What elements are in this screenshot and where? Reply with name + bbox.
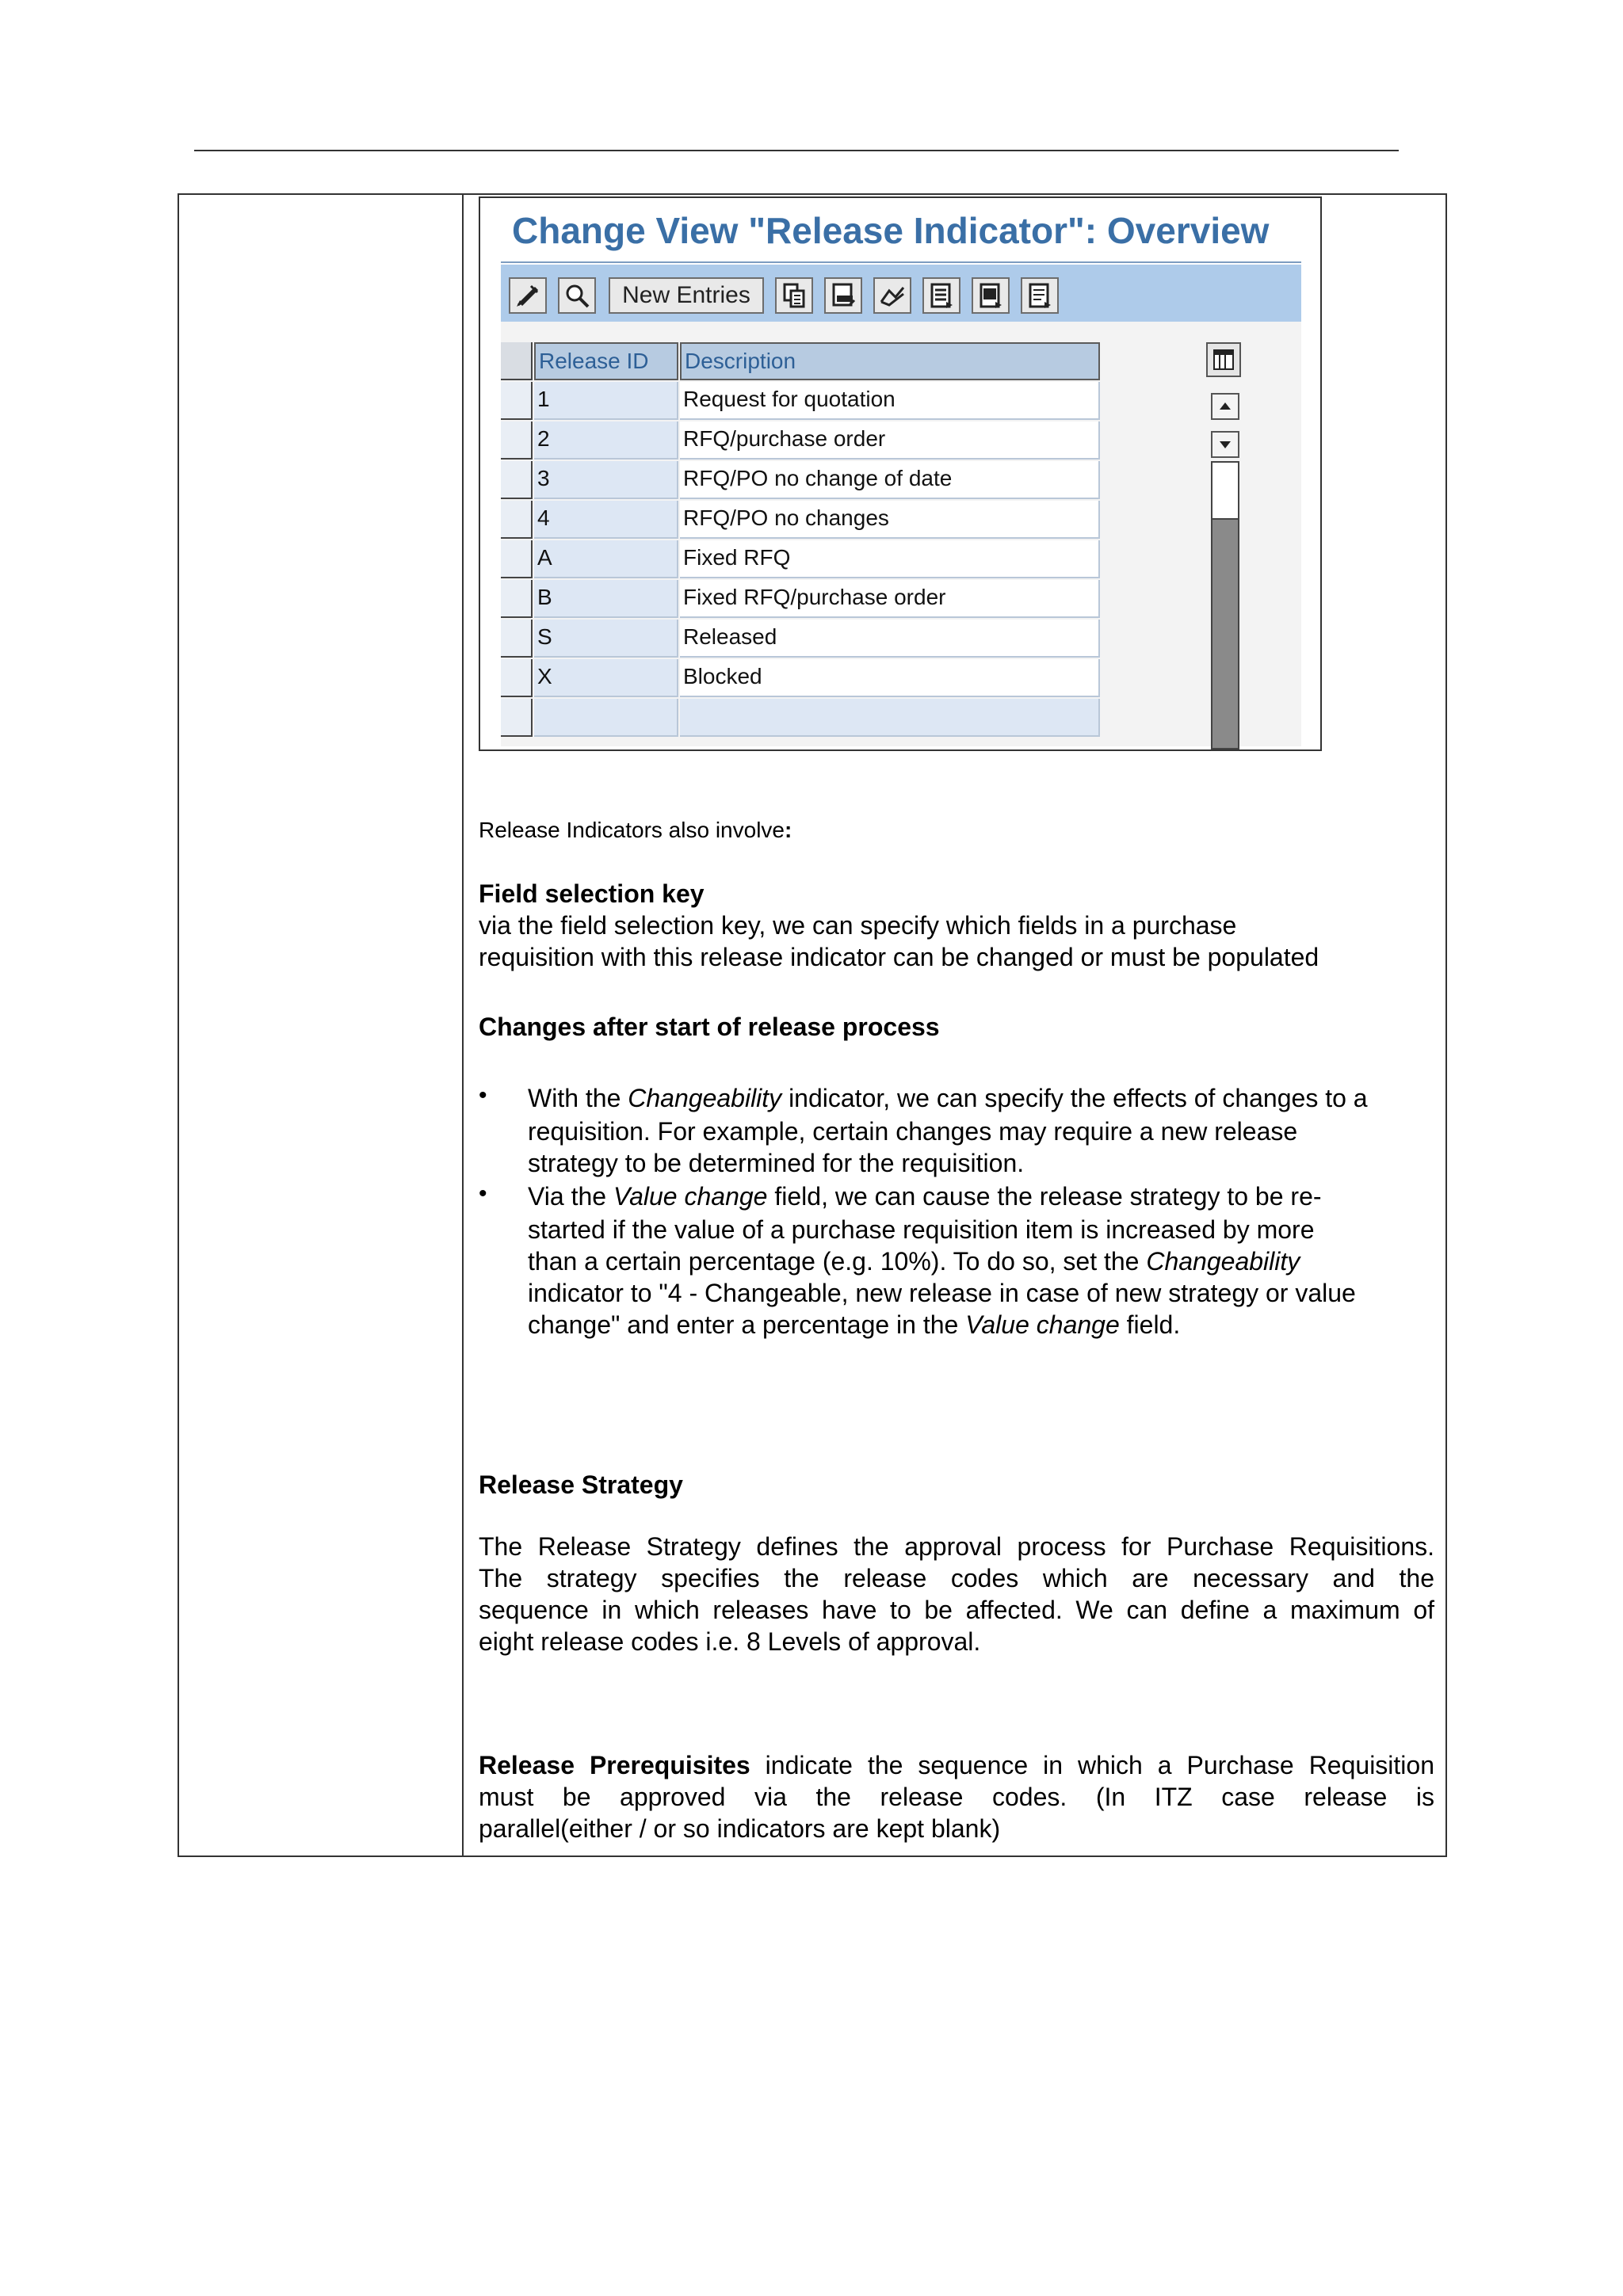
- sap-table-area: [501, 322, 1301, 746]
- display-change-icon[interactable]: [509, 277, 547, 314]
- bullet-2-line-5: [528, 1309, 1180, 1341]
- new-entries-label: New Entries: [622, 282, 750, 308]
- header-select-cell[interactable]: [501, 342, 533, 380]
- description-cell[interactable]: Released: [680, 620, 1100, 658]
- intro-text: [479, 814, 792, 846]
- scroll-up-icon[interactable]: [1211, 393, 1239, 420]
- b1-pre: With the: [528, 1084, 628, 1112]
- bullet-1-marker: •: [479, 1082, 487, 1108]
- release-id-cell[interactable]: 3: [534, 461, 678, 499]
- row-selector[interactable]: [501, 461, 533, 499]
- bullet-1-line-3: strategy to be determined for the requisition.: [528, 1149, 1025, 1177]
- b2-post: field, we can cause the release strategy to be re-: [767, 1182, 1322, 1211]
- strategy-line-1: The Release Strategy defines the approval process for Purchase Requisitions.: [479, 1532, 1434, 1561]
- description-cell[interactable]: RFQ/PO no changes: [680, 501, 1100, 539]
- page-header-rule: [194, 150, 1399, 151]
- delete-icon[interactable]: [824, 277, 862, 314]
- description-cell[interactable]: [680, 699, 1100, 737]
- strategy-line-3: sequence in which releases have to be affected. We can define a maximum of: [479, 1596, 1434, 1624]
- release-id-cell[interactable]: 4: [534, 501, 678, 539]
- table-settings-icon[interactable]: [1206, 342, 1241, 377]
- title-underline: [501, 261, 1301, 263]
- changes-heading: Changes after start of release process: [479, 1013, 940, 1041]
- prereq-line-1: [479, 1749, 1434, 1781]
- column-header-release-id[interactable]: Release ID: [534, 342, 678, 380]
- release-id-cell[interactable]: [534, 699, 678, 737]
- content-cell: [479, 195, 1434, 1855]
- field-selection-line-2: requisition with this release indicator can be changed or must be populated: [479, 943, 1319, 971]
- select-all-icon[interactable]: [922, 277, 960, 314]
- description-cell[interactable]: Blocked: [680, 659, 1100, 697]
- new-entries-button[interactable]: [609, 277, 764, 314]
- field-selection-line-1: via the field selection key, we can specify which fields in a purchase: [479, 911, 1237, 940]
- description-cell[interactable]: Request for quotation: [680, 382, 1100, 420]
- field-selection-heading: Field selection key: [479, 879, 705, 908]
- strategy-line-2: The strategy specifies the release codes which are necessary and the: [479, 1564, 1434, 1592]
- b1-em: Changeability: [628, 1084, 782, 1112]
- prereq-rest: indicate the sequence in which a Purchase Requisition: [750, 1751, 1435, 1779]
- sap-toolbar: [501, 265, 1301, 322]
- row-selector[interactable]: [501, 501, 533, 539]
- b2-l5-em: Value change: [965, 1310, 1120, 1339]
- description-cell[interactable]: RFQ/purchase order: [680, 421, 1100, 460]
- bullet-1-line-2: requisition. For example, certain changes may require a new release: [528, 1117, 1298, 1146]
- bullet-1-line-1: [528, 1082, 1368, 1114]
- prereq-line-2: must be approved via the release codes. (In ITZ case release is: [479, 1783, 1434, 1811]
- prereq-bold: Release Prerequisites: [479, 1751, 750, 1779]
- copy-icon[interactable]: [775, 277, 813, 314]
- b2-l5-pre: change" and enter a percentage in the: [528, 1310, 966, 1339]
- vertical-scrollbar[interactable]: [1211, 461, 1239, 749]
- intro-colon: :: [784, 818, 792, 842]
- column-divider: [462, 195, 464, 1855]
- intro-text-main: Release Indicators also involve: [479, 818, 785, 842]
- release-id-cell[interactable]: X: [534, 659, 678, 697]
- b1-post: indicator, we can specify the effects of changes to a: [781, 1084, 1368, 1112]
- sap-screen-title: Change View "Release Indicator": Overview: [512, 210, 1270, 251]
- bullet-2-line-3: [528, 1245, 1300, 1277]
- row-selector[interactable]: [501, 659, 533, 697]
- description-cell[interactable]: Fixed RFQ: [680, 540, 1100, 578]
- strategy-line-4: eight release codes i.e. 8 Levels of approval.: [479, 1627, 981, 1656]
- release-strategy-heading: Release Strategy: [479, 1470, 683, 1499]
- b2-l5-post: field.: [1119, 1310, 1181, 1339]
- scroll-down-icon[interactable]: [1211, 431, 1239, 458]
- document-table: [178, 193, 1447, 1857]
- row-selector[interactable]: [501, 580, 533, 618]
- b2-l3-pre: than a certain percentage (e.g. 10%). To do so, set the: [528, 1247, 1147, 1276]
- undo-icon[interactable]: [873, 277, 911, 314]
- row-selector[interactable]: [501, 540, 533, 578]
- select-block-icon[interactable]: [972, 277, 1010, 314]
- row-selector[interactable]: [501, 421, 533, 460]
- scrollbar-thumb[interactable]: [1212, 463, 1238, 520]
- find-icon[interactable]: [558, 277, 596, 314]
- row-selector[interactable]: [501, 382, 533, 420]
- b2-em: Value change: [613, 1182, 768, 1211]
- description-cell[interactable]: Fixed RFQ/purchase order: [680, 580, 1100, 618]
- release-id-cell[interactable]: A: [534, 540, 678, 578]
- description-cell[interactable]: RFQ/PO no change of date: [680, 461, 1100, 499]
- sap-screenshot: [479, 196, 1322, 751]
- bullet-2-marker: •: [479, 1180, 487, 1207]
- bullet-2-line-4: indicator to "4 - Changeable, new release in case of new strategy or value: [528, 1279, 1356, 1307]
- deselect-all-icon[interactable]: [1021, 277, 1059, 314]
- release-id-cell[interactable]: 1: [534, 382, 678, 420]
- bullet-2-line-2: started if the value of a purchase requisition item is increased by more: [528, 1215, 1315, 1244]
- row-selector[interactable]: [501, 699, 533, 737]
- column-header-description[interactable]: Description: [680, 342, 1100, 380]
- release-id-cell[interactable]: B: [534, 580, 678, 618]
- b2-pre: Via the: [528, 1182, 613, 1211]
- row-selector[interactable]: [501, 620, 533, 658]
- release-id-cell[interactable]: S: [534, 620, 678, 658]
- bullet-2-line-1: [528, 1180, 1322, 1212]
- b2-l3-em: Changeability: [1146, 1247, 1300, 1276]
- release-id-cell[interactable]: 2: [534, 421, 678, 460]
- prereq-line-3: parallel(either / or so indicators are kept blank): [479, 1814, 1001, 1843]
